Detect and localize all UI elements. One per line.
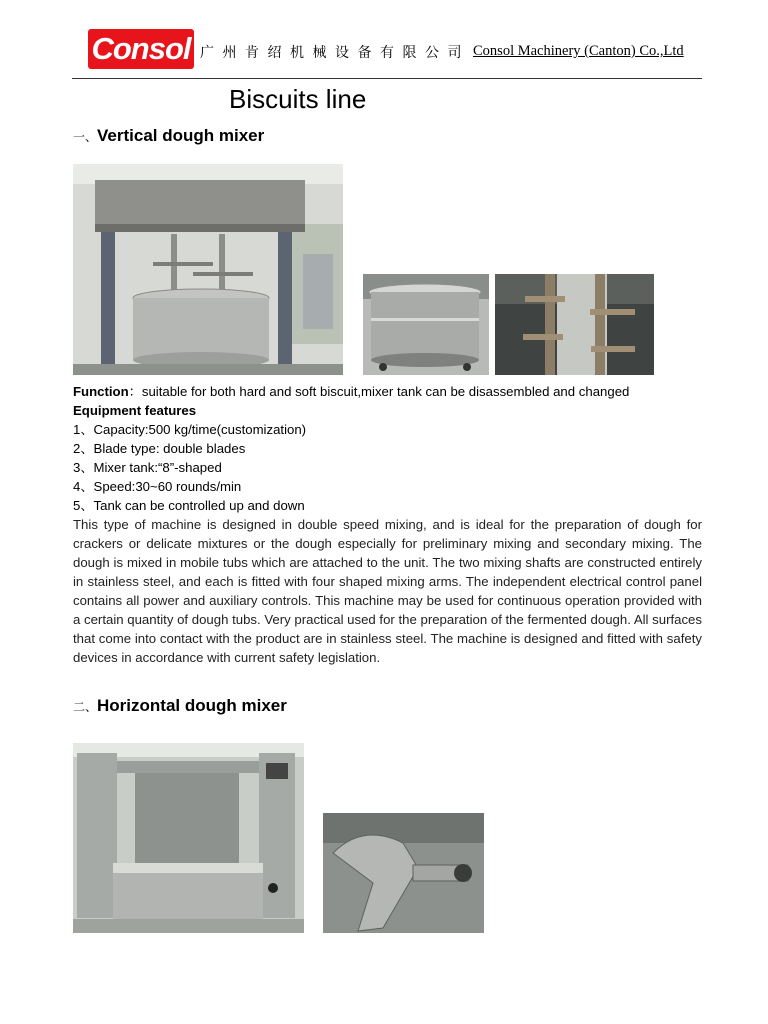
company-name-chinese: 广州肯绍机械设备有限公司 <box>200 45 470 61</box>
features-heading: Equipment features <box>73 403 197 418</box>
function-label: Function <box>73 384 129 399</box>
feature-item: 4、Speed:30~60 rounds/min <box>73 479 242 494</box>
mixer-tank-photo <box>363 274 489 375</box>
section-number: 二、 <box>73 700 98 714</box>
company-name-english[interactable]: Consol Machinery (Canton) Co.,Ltd <box>473 43 684 59</box>
header-divider <box>72 78 702 79</box>
features-list <box>73 420 702 515</box>
function-line <box>73 382 702 401</box>
feature-item: 1、Capacity:500 kg/time(customization) <box>73 422 307 437</box>
horizontal-blade-photo <box>323 813 484 933</box>
section-title: Horizontal dough mixer <box>97 696 287 715</box>
function-separator: ： <box>128 384 142 399</box>
description-paragraph: This type of machine is designed in double speed mixing, and is ideal for the preparation of dough for crackers or delicate mixtures or the dough especially for preliminary mixing and secondary mixing. The dough is mixed in mobile tubs which are attached to the unit. The two mixing shafts are constructed entirely in stainless steel, and each is fitted with four shaped mixing arms. The independent electrical control panel contains all power and auxiliary controls. This machine may be used for continuous operation provided with a certain quantity of dough tubs. Very practical used for the preparation of the fermented dough. All surfaces that come into contact with the product are in stainless steel. The machine is designed and fitted with safety devices in accordance with current safety legislation. <box>73 517 702 665</box>
section-title: Vertical dough mixer <box>97 126 265 145</box>
section-number: 一、 <box>73 130 98 144</box>
section-heading-horizontal-mixer <box>73 696 287 716</box>
feature-item: 5、Tank can be controlled up and down <box>73 498 305 513</box>
feature-item: 2、Blade type: double blades <box>73 441 246 456</box>
document-title: Biscuits line <box>229 84 367 114</box>
consol-logo: Consol <box>88 29 194 69</box>
function-text: suitable for both hard and soft biscuit,mixer tank can be disassembled and changed <box>141 384 630 399</box>
feature-item: 3、Mixer tank:“8”-shaped <box>73 460 222 475</box>
section-heading-vertical-mixer <box>73 126 264 146</box>
horizontal-mixer-photo <box>73 743 304 933</box>
mixing-arms-photo <box>495 274 654 375</box>
vertical-mixer-photo <box>73 164 343 375</box>
